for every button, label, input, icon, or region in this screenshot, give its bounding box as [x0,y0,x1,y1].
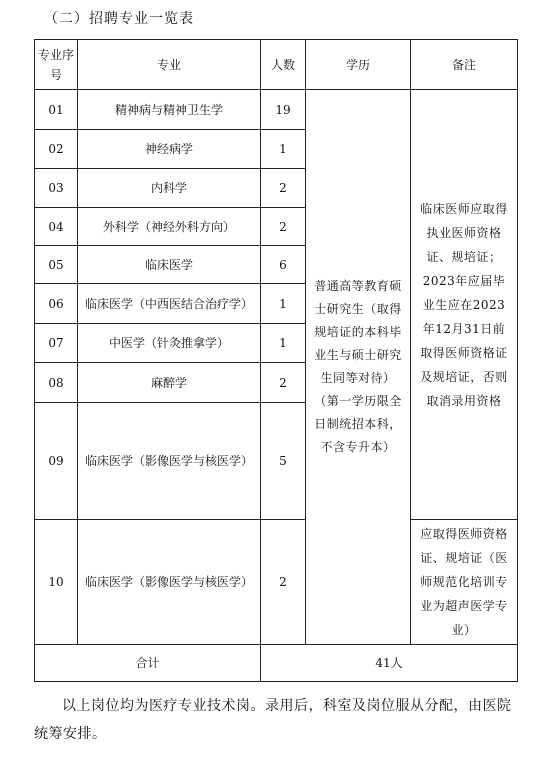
row-seq: 04 [35,208,78,246]
row-major: 临床医学（影像医学与核医学） [78,403,261,520]
row-count: 2 [261,208,306,246]
row-major: 外科学（神经外科方向） [78,208,261,246]
table-row [35,90,518,130]
row-seq: 02 [35,130,78,169]
row-seq: 06 [35,284,78,324]
header-seq: 专业序号 [35,40,78,90]
row-count: 1 [261,324,306,363]
row-seq: 08 [35,363,78,403]
row-count: 5 [261,403,306,520]
row-seq: 07 [35,324,78,363]
row-seq: 09 [35,403,78,520]
remark-ultrasound: 应取得医师资格证、规培证（医师规范化培训专业为超声医学专业） [411,520,518,645]
row-major: 麻醉学 [78,363,261,403]
row-major: 临床医学（中西医结合治疗学） [78,284,261,324]
row-count: 19 [261,90,306,130]
row-seq: 01 [35,90,78,130]
recruitment-table [34,39,518,682]
total-row [35,645,518,682]
row-major: 临床医学 [78,246,261,284]
row-major: 内科学 [78,169,261,208]
row-count: 2 [261,169,306,208]
header-major: 专业 [78,40,261,90]
row-count: 2 [261,363,306,403]
row-major: 中医学（针灸推拿学） [78,324,261,363]
header-count: 人数 [261,40,306,90]
row-seq: 10 [35,520,78,645]
header-education: 学历 [306,40,411,90]
total-label: 合计 [35,645,261,682]
total-value: 41人 [261,645,518,682]
row-count: 2 [261,520,306,645]
education-requirement: 普通高等教育硕士研究生（取得规培证的本科毕业生与硕士研究生同等对待）（第一学历限全日制统招本科，不含专升本） [306,90,411,645]
section-title: （二）招聘专业一览表 [44,11,194,27]
table-row [35,520,518,645]
row-major: 精神病与精神卫生学 [78,90,261,130]
row-major: 神经病学 [78,130,261,169]
footer-note: 以上岗位均为医疗专业技术岗。录用后，科室及岗位服从分配，由医院统筹安排。 [34,698,512,742]
row-seq: 03 [35,169,78,208]
row-seq: 05 [35,246,78,284]
row-count: 1 [261,130,306,169]
row-count: 6 [261,246,306,284]
row-major: 临床医学（影像医学与核医学） [78,520,261,645]
remark-physician: 临床医师应取得执业医师资格证、规培证；2023年应届毕业生应在2023年12月31日前取得医师资格证及规培证，否则取消录用资格 [411,90,518,520]
header-remark: 备注 [411,40,518,90]
row-count: 1 [261,284,306,324]
table-header-row [35,40,518,90]
